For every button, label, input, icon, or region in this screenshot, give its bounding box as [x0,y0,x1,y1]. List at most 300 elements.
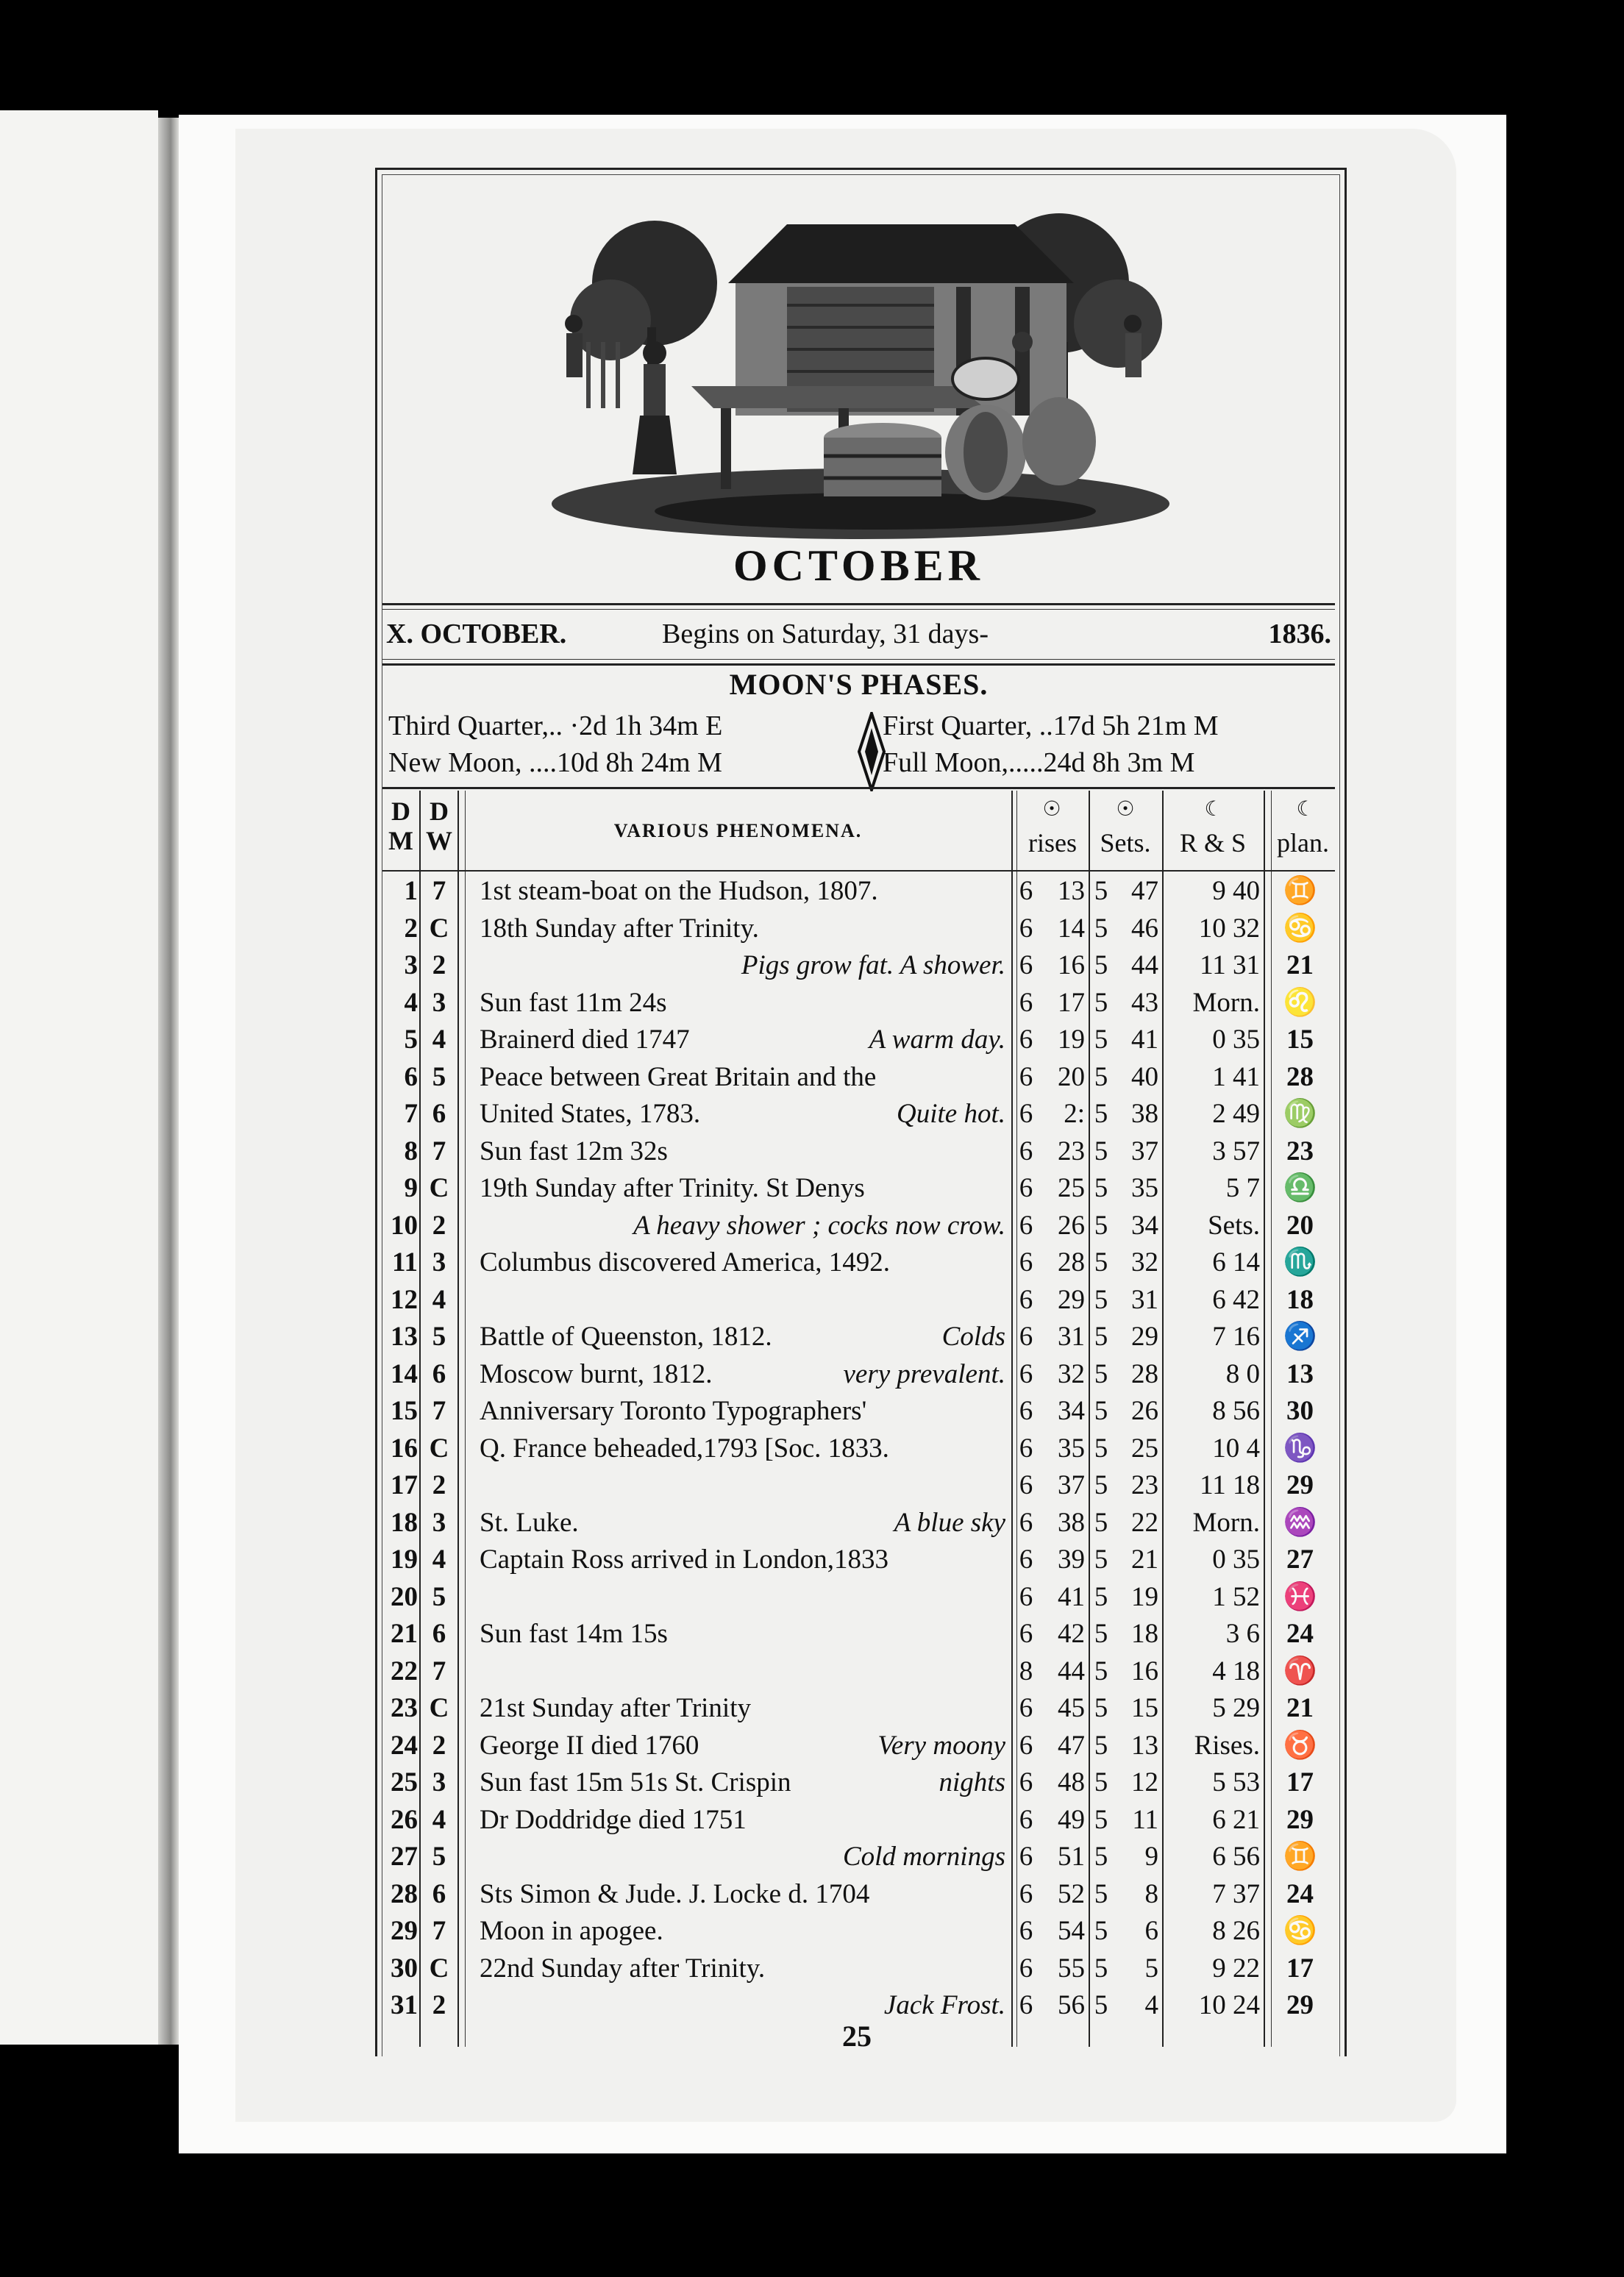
day-of-week: 6 [432,1878,446,1909]
sunset-minute: 32 [1131,1247,1158,1278]
phenomena-text: Sun fast 15m 51s St. Crispin [480,1767,791,1797]
sunrise-hour: 6 [1019,1136,1033,1166]
moon-rise-set: Morn. [1192,1507,1260,1538]
sunset-minute: 41 [1131,1025,1158,1055]
day-of-week: 5 [432,1842,446,1872]
day-of-month: 20 [391,1581,418,1612]
table-row [382,1356,1335,1393]
table-row [382,1319,1335,1355]
table-row [382,1913,1335,1950]
table-row [382,985,1335,1022]
sunrise-hour: 6 [1019,1990,1033,2020]
sunrise-minute: 2: [1064,1099,1085,1129]
sunrise-hour: 6 [1019,1433,1033,1464]
day-of-week: 7 [432,1136,446,1166]
sunrise-hour: 6 [1019,1878,1033,1909]
moon-place: 24 [1286,1878,1314,1909]
day-of-week: 6 [432,1099,446,1129]
sunrise-minute: 55 [1058,1953,1085,1984]
sunset-hour: 5 [1094,1025,1108,1055]
moon-place: 28 [1286,1061,1314,1092]
cider-press-engraving [544,195,1177,541]
moon-rise-set: 11 18 [1200,1470,1260,1500]
moon-place: ♈ [1283,1656,1317,1686]
sunrise-minute: 54 [1058,1916,1085,1946]
table-row [382,947,1335,984]
col-dm: D M [388,797,413,855]
sunrise-minute: 16 [1058,950,1085,980]
weather-note: A warm day. [869,1025,1005,1055]
table-row [382,1059,1335,1096]
sunset-hour: 5 [1094,1136,1108,1166]
day-of-month: 31 [391,1990,418,2020]
moon-place: ♎ [1283,1173,1317,1203]
weather-note: A heavy shower ; cocks now crow. [633,1210,1005,1241]
sunset-hour: 5 [1094,1099,1108,1129]
month-header [386,618,1331,662]
head-rule [382,870,1335,872]
day-of-week: 7 [432,1916,446,1946]
day-of-week: 7 [432,876,446,906]
table-row [382,1876,1335,1913]
sunrise-minute: 49 [1058,1804,1085,1835]
phenomena-text: Sun fast 11m 24s [480,987,667,1018]
sunset-hour: 5 [1094,1916,1108,1946]
moon-symbol-icon: ☾ [1296,798,1315,821]
day-of-month: 8 [404,1136,418,1166]
sunset-minute: 44 [1131,950,1158,980]
sunset-hour: 5 [1094,1284,1108,1315]
moon-place: 21 [1286,1693,1314,1723]
sunset-hour: 5 [1094,1544,1108,1575]
table-row [382,911,1335,947]
moon-rise-set: 2 49 [1212,1099,1260,1129]
phenomena-text: 19th Sunday after Trinity. St Denys [480,1173,865,1203]
sunset-minute: 18 [1131,1619,1158,1649]
day-of-week: 7 [432,1656,446,1686]
day-of-month: 1 [404,876,418,906]
day-of-week: 5 [432,1061,446,1092]
sunrise-minute: 51 [1058,1842,1085,1872]
sunset-hour: 5 [1094,1842,1108,1872]
moon-rise-set: 4 18 [1212,1656,1260,1686]
sunrise-hour: 6 [1019,1804,1033,1835]
moon-rise-set: 9 40 [1212,876,1260,906]
day-of-week: 2 [432,1990,446,2020]
day-of-month: 14 [391,1358,418,1389]
sunset-hour: 5 [1094,1656,1108,1686]
day-of-week: 4 [432,1025,446,1055]
sunset-hour: 5 [1094,1693,1108,1723]
sunset-minute: 43 [1131,987,1158,1018]
moon-rise-set: 5 7 [1225,1173,1260,1203]
phenomena-text: Q. France beheaded,1793 [Soc. 1833. [480,1433,889,1464]
sunset-minute: 25 [1131,1433,1158,1464]
sunrise-hour: 6 [1019,1247,1033,1278]
moon-place: ♋ [1283,913,1317,944]
month-title: OCTOBER [733,541,984,590]
table-row [382,1096,1335,1133]
moon-symbol-icon: ☾ [1204,798,1223,821]
moon-rise-set: 8 26 [1212,1916,1260,1946]
table-row [382,1244,1335,1281]
sunset-hour: 5 [1094,1322,1108,1352]
sunrise-hour: 6 [1019,1953,1033,1984]
day-of-month: 7 [404,1099,418,1129]
table-row [382,1802,1335,1839]
day-of-month: 28 [391,1878,418,1909]
sunset-hour: 5 [1094,1247,1108,1278]
sunset-hour: 5 [1094,1173,1108,1203]
sunrise-minute: 29 [1058,1284,1085,1315]
day-of-week: 4 [432,1544,446,1575]
sunset-hour: 5 [1094,1396,1108,1426]
sunset-minute: 40 [1131,1061,1158,1092]
day-of-month: 18 [391,1507,418,1538]
day-of-month: 3 [404,950,418,980]
moon-rise-set: 5 53 [1212,1767,1260,1797]
moon-place: 18 [1286,1284,1314,1315]
moon-rise-set: 0 35 [1212,1544,1260,1575]
phenomena-text: Sts Simon & Jude. J. Locke d. 1704 [480,1878,870,1909]
day-of-week: 3 [432,987,446,1018]
phenomena-text: 1st steam-boаt on the Hudson, 1807. [480,876,878,906]
sunset-hour: 5 [1094,1433,1108,1464]
moon-place: 17 [1286,1953,1314,1984]
moon-place: ♊ [1283,876,1317,906]
sunset-minute: 6 [1144,1916,1158,1946]
moon-rise-set: 8 0 [1225,1358,1260,1389]
sunset-minute: 38 [1131,1099,1158,1129]
phenomena-text: St. Luke. [480,1507,579,1538]
sunset-minute: 46 [1131,913,1158,944]
table-row [382,1467,1335,1504]
header-rule-bottom [382,659,1335,660]
table-row [382,1430,1335,1467]
sunrise-hour: 6 [1019,876,1033,906]
table-rule-top [382,787,1335,789]
moon-place: 13 [1286,1358,1314,1389]
sunrise-hour: 6 [1019,1544,1033,1575]
moon-place: 24 [1286,1619,1314,1649]
day-of-week: 3 [432,1247,446,1278]
moon-place: 21 [1286,950,1314,980]
first-quarter: First Quarter, ..17d 5h 21m M [883,710,1219,741]
ornament-diamond-icon [858,712,886,791]
phenomena-text: George II died 1760 [480,1730,699,1761]
sunset-minute: 37 [1131,1136,1158,1166]
day-of-week: 2 [432,1470,446,1500]
sunrise-minute: 44 [1058,1656,1085,1686]
sunrise-hour: 6 [1019,1693,1033,1723]
table-row [382,1542,1335,1578]
phenomena-text: Sun fast 14m 15s [480,1619,668,1649]
table-row [382,1282,1335,1319]
phenomena-text: 21st Sunday after Trinity [480,1693,751,1723]
table-row [382,1950,1335,1987]
moon-place: 27 [1286,1544,1314,1575]
phenomena-text: United States, 1783. [480,1099,701,1129]
weather-note: Cold mornings [842,1842,1005,1872]
weather-note: Jack Frost. [883,1990,1005,2020]
moon-rise-set: 10 4 [1212,1433,1260,1464]
sunset-minute: 31 [1131,1284,1158,1315]
sunrise-hour: 6 [1019,1730,1033,1761]
moon-place: 29 [1286,1470,1314,1500]
moon-place: ♏ [1283,1247,1317,1278]
day-of-week: 7 [432,1396,446,1426]
sunrise-minute: 52 [1058,1878,1085,1909]
sunrise-hour: 6 [1019,950,1033,980]
day-of-month: 22 [391,1656,418,1686]
sunset-minute: 34 [1131,1210,1158,1241]
sunrise-minute: 34 [1058,1396,1085,1426]
sunset-hour: 5 [1094,1767,1108,1797]
sunrise-hour: 8 [1019,1656,1033,1686]
sunrise-minute: 35 [1058,1433,1085,1464]
table-row [382,1393,1335,1430]
weather-note: very prevalent. [843,1358,1005,1389]
sunset-minute: 47 [1131,876,1158,906]
sunrise-minute: 19 [1058,1025,1085,1055]
day-of-week: 6 [432,1619,446,1649]
day-of-week: 5 [432,1322,446,1352]
sunrise-hour: 6 [1019,1842,1033,1872]
table-row [382,1208,1335,1244]
phenomena-text: Dr Doddridge died 1751 [480,1804,747,1835]
header-rule-top-inner [382,609,1335,610]
sunrise-hour: 6 [1019,1767,1033,1797]
col-plan: plan. [1277,828,1329,858]
moon-place: 15 [1286,1025,1314,1055]
moon-rise-set: 6 42 [1212,1284,1260,1315]
sunrise-hour: 6 [1019,1061,1033,1092]
sunset-minute: 29 [1131,1322,1158,1352]
moon-place: 29 [1286,1990,1314,2020]
sunrise-hour: 6 [1019,1581,1033,1612]
sunrise-minute: 28 [1058,1247,1085,1278]
sunrise-minute: 45 [1058,1693,1085,1723]
sunrise-minute: 48 [1058,1767,1085,1797]
moon-place: 30 [1286,1396,1314,1426]
phenomena-text: 18th Sunday after Trinity. [480,913,759,944]
moon-place: ♐ [1283,1322,1317,1352]
sunset-hour: 5 [1094,1210,1108,1241]
table-row [382,1616,1335,1653]
day-of-week: 2 [432,1210,446,1241]
moon-rise-set: Morn. [1192,987,1260,1018]
sunset-minute: 9 [1144,1842,1158,1872]
phenomena-text: Anniversary Toronto Typographers' [480,1396,867,1426]
header-rule-bottom-thick [382,663,1335,666]
moon-rise-set: 7 16 [1212,1322,1260,1352]
sunrise-hour: 6 [1019,1210,1033,1241]
day-of-month: 24 [391,1730,418,1761]
day-of-week: C [429,1173,449,1203]
sunset-hour: 5 [1094,1507,1108,1538]
day-of-week: 2 [432,950,446,980]
phenomena-text: Battle of Queenston, 1812. [480,1322,772,1352]
day-of-week: 3 [432,1767,446,1797]
sunset-minute: 5 [1144,1953,1158,1984]
sunset-minute: 22 [1131,1507,1158,1538]
sunrise-minute: 31 [1058,1322,1085,1352]
day-of-month: 6 [404,1061,418,1092]
moon-place: ♑ [1283,1433,1317,1464]
sunrise-hour: 6 [1019,1358,1033,1389]
sunset-hour: 5 [1094,913,1108,944]
sunset-hour: 5 [1094,1990,1108,2020]
moon-place: 29 [1286,1804,1314,1835]
sunset-minute: 8 [1144,1878,1158,1909]
weather-note: Quite hot. [897,1099,1005,1129]
col-rises: rises [1028,828,1077,858]
table-row [382,1022,1335,1058]
sunset-minute: 13 [1131,1730,1158,1761]
phenomena-text: Moscow burnt, 1812. [480,1358,713,1389]
day-of-month: 5 [404,1025,418,1055]
day-of-month: 4 [404,987,418,1018]
table-row [382,1728,1335,1764]
sunset-minute: 26 [1131,1396,1158,1426]
day-of-month: 13 [391,1322,418,1352]
full-moon: Full Moon,.....24d 8h 3m M [883,747,1195,778]
moon-place: ♊ [1283,1842,1317,1872]
sunrise-minute: 26 [1058,1210,1085,1241]
moon-rise-set: Sets. [1208,1210,1260,1241]
table-row [382,1505,1335,1542]
begins-text: Begins on Saturday, 31 days- [662,619,989,649]
day-of-month: 11 [392,1247,418,1278]
day-of-month: 27 [391,1842,418,1872]
sunset-minute: 35 [1131,1173,1158,1203]
sunrise-minute: 39 [1058,1544,1085,1575]
sunrise-minute: 47 [1058,1730,1085,1761]
moon-rise-set: 6 14 [1212,1247,1260,1278]
sunrise-hour: 6 [1019,1322,1033,1352]
sunset-hour: 5 [1094,1878,1108,1909]
table-row [382,1133,1335,1170]
sunset-hour: 5 [1094,1804,1108,1835]
col-sets: Sets. [1100,828,1151,858]
day-of-week: 5 [432,1581,446,1612]
day-of-month: 19 [391,1544,418,1575]
moon-rise-set: 11 31 [1200,950,1260,980]
table-row [382,1579,1335,1616]
day-of-month: 15 [391,1396,418,1426]
phenomena-text: 22nd Sunday after Trinity. [480,1953,766,1984]
calendar-table [382,791,1335,2047]
moon-rise-set: 0 35 [1212,1025,1260,1055]
moon-rise-set: 1 52 [1212,1581,1260,1612]
day-of-week: 3 [432,1507,446,1538]
sunset-minute: 12 [1131,1767,1158,1797]
moon-rise-set: 8 56 [1212,1396,1260,1426]
moon-place: ♌ [1283,987,1317,1018]
sunrise-hour: 6 [1019,1099,1033,1129]
phenomena-text: Captain Ross arrived in London,1833 [480,1544,888,1575]
phenomena-text: Columbus discovered America, 1492. [480,1247,890,1278]
header-rule-top [382,603,1335,605]
moon-place: ♋ [1283,1916,1317,1946]
moon-rise-set: 5 29 [1212,1693,1260,1723]
moon-rise-set: 3 57 [1212,1136,1260,1166]
day-of-month: 2 [404,913,418,944]
day-of-month: 21 [391,1619,418,1649]
table-row [382,1764,1335,1801]
sunset-hour: 5 [1094,1061,1108,1092]
day-of-week: 2 [432,1730,446,1761]
sunrise-hour: 6 [1019,1025,1033,1055]
moon-rise-set: 6 21 [1212,1804,1260,1835]
table-row [382,1690,1335,1727]
sunset-minute: 15 [1131,1693,1158,1723]
new-moon: New Moon, ....10d 8h 24m M [388,747,722,778]
table-row [382,1839,1335,1875]
sunset-hour: 5 [1094,1730,1108,1761]
sunset-hour: 5 [1094,1470,1108,1500]
sunset-hour: 5 [1094,1358,1108,1389]
day-of-month: 17 [391,1470,418,1500]
sunrise-minute: 56 [1058,1990,1085,2020]
day-of-month: 9 [404,1173,418,1203]
day-of-week: 4 [432,1284,446,1315]
day-of-week: C [429,913,449,944]
moon-place: ♓ [1283,1581,1317,1612]
weather-note: Pigs grow fat. A shower. [741,950,1005,980]
sunrise-hour: 6 [1019,1619,1033,1649]
phenomena-text: Peace between Great Britain and the [480,1061,877,1092]
sunrise-hour: 6 [1019,1470,1033,1500]
moon-rise-set: 1 41 [1212,1061,1260,1092]
sunrise-minute: 23 [1058,1136,1085,1166]
weather-note: A blue sky [894,1507,1005,1538]
col-phenomena: VARIOUS PHENOMENA. [613,820,863,841]
book-gutter [158,118,179,2045]
sunrise-minute: 42 [1058,1619,1085,1649]
sunset-minute: 21 [1131,1544,1158,1575]
sunrise-hour: 6 [1019,1284,1033,1315]
moon-place: ♉ [1283,1730,1317,1761]
day-of-week: C [429,1953,449,1984]
moon-place: 20 [1286,1210,1314,1241]
day-of-month: 25 [391,1767,418,1797]
sunrise-hour: 6 [1019,1396,1033,1426]
sunset-hour: 5 [1094,876,1108,906]
sunrise-minute: 32 [1058,1358,1085,1389]
moon-place: ♍ [1283,1099,1317,1129]
day-of-week: C [429,1693,449,1723]
moon-place: ♒ [1283,1507,1317,1538]
sunset-hour: 5 [1094,1953,1108,1984]
third-quarter: Third Quarter,.. ·2d 1h 34m E [388,710,723,741]
day-of-month: 26 [391,1804,418,1835]
moon-rise-set: 7 37 [1212,1878,1260,1909]
day-of-month: 12 [391,1284,418,1315]
sunrise-hour: 6 [1019,1173,1033,1203]
day-of-month: 29 [391,1916,418,1946]
sunrise-minute: 37 [1058,1470,1085,1500]
sunrise-hour: 6 [1019,1507,1033,1538]
phenomena-text: Brainerd died 1747 [480,1025,690,1055]
left-page-edge [0,110,158,2045]
sunset-hour: 5 [1094,1581,1108,1612]
day-of-month: 16 [391,1433,418,1464]
sunrise-minute: 25 [1058,1173,1085,1203]
sunset-minute: 11 [1132,1804,1158,1835]
table-row [382,1170,1335,1207]
weather-note: nights [939,1767,1005,1797]
